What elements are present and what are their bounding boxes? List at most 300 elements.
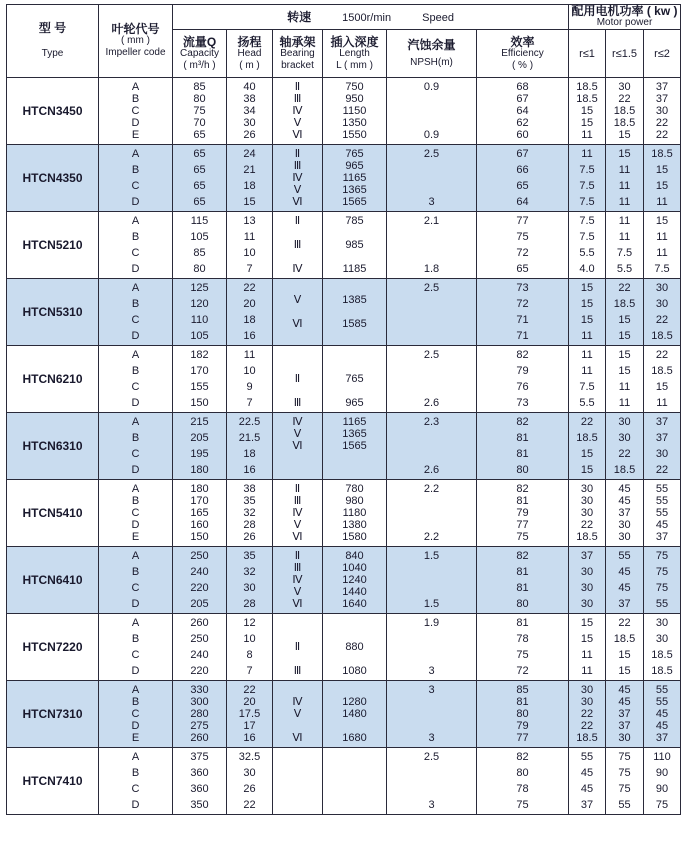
r1-value: 18.5 [576,93,598,105]
capacity-value: 80 [193,263,206,275]
efficiency-header [477,30,569,78]
eff-cell [477,212,569,279]
length-value: 1165 [342,416,367,428]
capacity-value: 65 [193,196,206,208]
r15-cell [606,212,644,279]
r15-value: 30 [618,732,631,744]
speed-header [173,5,569,30]
eff-value: 68 [516,81,529,93]
bracket-value [275,751,320,763]
r1-cell [569,748,606,815]
codes-value: C [131,448,140,460]
bracket-value [275,799,320,811]
capacity-header-en: Capacity [180,47,219,59]
length-value: 1565 [342,196,367,208]
r2-value: 37 [655,416,669,428]
r15-value: 15 [618,365,631,377]
model-cell: HTCN6210 [7,346,99,413]
head-value: 12 [243,617,256,629]
capacity-value: 182 [190,349,209,361]
r15-value: 15 [618,665,631,677]
head-value: 18 [243,314,256,326]
length-value: 1380 [342,519,367,531]
length-value [325,452,384,464]
r1-value: 15 [580,314,594,326]
head-value: 11 [243,231,256,243]
capacity-value: 205 [190,598,209,610]
npsh-cell [387,681,477,748]
r2-cell [644,78,681,145]
npsh-cell [387,212,477,279]
bracket-value: Ⅱ [294,641,301,653]
bracket-value [275,349,320,361]
eff-value: 81 [516,448,529,460]
r1-value: 30 [580,495,594,507]
head-value: 20 [243,298,256,310]
bracket-value: Ⅲ [293,562,302,574]
codes-value: A [131,684,140,696]
codes-value: E [131,732,140,744]
eff-value: 75 [516,649,529,661]
codes-value: B [131,93,140,105]
npsh-value: 2.6 [423,397,440,409]
npsh-cell [387,480,477,547]
r2-value: 15 [655,381,669,393]
capacity-value: 105 [190,330,209,342]
r2-value: 55 [655,507,669,519]
npsh-value: 3 [428,732,435,744]
head-value: 22 [243,282,256,294]
motor-power-header-en: Motor power [596,17,653,28]
npsh-cell [387,346,477,413]
capacity-header [173,30,227,78]
r15-value: 22 [618,282,631,294]
capacity-cell [173,547,227,614]
length-value: 1480 [342,708,367,720]
r2-value: 11 [656,196,668,208]
head-cell [227,413,273,480]
length-value [325,361,384,373]
table-row [7,346,681,413]
type-header-en: Type [41,48,64,59]
r1-value: 30 [580,684,594,696]
length-value: 840 [345,550,364,562]
codes-value: A [131,550,140,562]
length-value: 985 [345,239,364,251]
r1-value: 7.5 [579,381,595,393]
r2-value: 37 [655,81,669,93]
r15-value: 11 [618,180,631,192]
r1-value: 15 [580,633,594,645]
head-value: 21.5 [238,432,261,444]
bracket-value [275,306,320,318]
bracket-value: Ⅵ [292,318,303,330]
r15-cell [606,145,644,212]
r15-value: 11 [618,215,631,227]
r1-value: 11 [581,129,593,141]
r2-value: 11 [656,231,668,243]
r2-value: 55 [655,696,669,708]
head-value: 10 [243,247,256,259]
npsh-value [389,708,474,720]
bracket-cell [273,413,323,480]
r1-value: 7.5 [579,164,595,176]
codes-value: D [131,665,140,677]
bracket-value: Ⅵ [292,440,303,452]
capacity-value: 330 [190,684,209,696]
npsh-cell [387,748,477,815]
r2-value: 18.5 [651,365,673,377]
eff-value: 77 [516,215,529,227]
r1-cell [569,212,606,279]
r1-value: 5.5 [579,247,595,259]
eff-value: 60 [516,129,529,141]
eff-value: 76 [516,381,529,393]
r15-cell [606,614,644,681]
codes-value: E [131,531,140,543]
length-value: 1150 [342,105,367,117]
length-value [325,330,384,342]
capacity-header-unit: ( m³/h ) [183,59,216,71]
r1-value: 5.5 [579,397,595,409]
r15-value: 18.5 [613,633,636,645]
npsh-value [389,767,474,779]
length-value [325,775,384,787]
eff-value: 81 [516,495,529,507]
head-value: 24 [243,148,256,160]
length-header [323,30,387,78]
codes-value: C [131,180,140,192]
impeller-header-zh: 叶轮代号 [111,22,160,36]
eff-value: 75 [516,799,529,811]
head-value: 11 [243,349,256,361]
eff-cell [477,78,569,145]
bracket-value: Ⅵ [292,732,303,744]
capacity-value: 205 [190,432,209,444]
bracket-cell [273,748,323,815]
head-value: 32.5 [238,751,261,763]
head-value: 26 [243,783,256,795]
npsh-value [389,432,474,444]
bracket-value [275,787,320,799]
length-value [325,629,384,641]
eff-value: 62 [516,117,529,129]
r1-value: 11 [581,365,593,377]
r2-value: 18.5 [651,148,673,160]
capacity-value: 120 [190,298,209,310]
length-cell [323,614,387,681]
r1-value: 30 [580,483,594,495]
r2-value: 18.5 [651,665,673,677]
eff-cell [477,346,569,413]
r1-value: 45 [580,783,594,795]
codes-value: B [131,495,140,507]
efficiency-header-zh: 效率 [510,34,535,49]
capacity-value: 150 [190,531,209,543]
head-value: 28 [243,598,256,610]
bracket-value [275,452,320,464]
r2-value: 15 [655,180,669,192]
r1-cell [569,346,606,413]
head-value: 34 [243,105,256,117]
codes-value: A [131,148,140,160]
bracket-value: Ⅳ [292,172,303,184]
r1-value: 11 [581,148,593,160]
npsh-value [389,519,474,531]
eff-value: 65 [516,263,529,275]
npsh-value: 2.5 [423,148,440,160]
r2-value: 90 [655,783,669,795]
length-value: 1580 [342,531,367,543]
r1-cell [569,480,606,547]
codes-cell [99,78,173,145]
npsh-value: 1.8 [423,263,440,275]
capacity-cell [173,480,227,547]
r15-value: 30 [618,432,631,444]
bracket-value [275,775,320,787]
eff-value: 72 [516,298,529,310]
r15-value: 45 [618,483,631,495]
model-cell: HTCN7310 [7,681,99,748]
head-value: 10 [243,365,256,377]
head-value: 17 [243,720,256,732]
capacity-value: 215 [190,416,209,428]
bracket-header [273,30,323,78]
length-header-unit: L ( mm ) [336,59,373,71]
npsh-cell [387,145,477,212]
motor-power-header [569,5,681,30]
codes-value: D [131,519,140,531]
r2-value: 37 [655,93,669,105]
power-r15-header: r≤1.5 [606,30,644,78]
capacity-value: 165 [190,507,209,519]
capacity-value: 65 [193,180,206,192]
model-cell: HTCN5310 [7,279,99,346]
codes-cell [99,681,173,748]
codes-value: A [131,215,140,227]
length-value [325,306,384,318]
r2-value: 22 [655,464,669,476]
npsh-cell [387,279,477,346]
model-cell: HTCN7410 [7,748,99,815]
eff-value: 67 [516,93,529,105]
npsh-value: 2.3 [423,416,440,428]
bracket-value [275,251,320,263]
head-cell [227,748,273,815]
length-value [325,720,384,732]
r2-value: 75 [655,582,669,594]
r1-value: 4.0 [579,263,595,275]
codes-cell [99,614,173,681]
type-header-zh: 型 号 [38,21,67,35]
r1-cell [569,145,606,212]
head-header [227,30,273,78]
r2-value: 55 [655,684,669,696]
length-value [325,787,384,799]
codes-value: D [131,464,140,476]
r1-value: 11 [581,665,593,677]
head-cell [227,212,273,279]
r2-value: 30 [655,298,669,310]
codes-cell [99,346,173,413]
r2-cell [644,480,681,547]
codes-value: C [131,507,140,519]
head-value: 8 [246,649,253,661]
r2-value: 11 [656,397,668,409]
codes-value: D [131,196,140,208]
length-cell [323,480,387,547]
bracket-value: Ⅳ [292,263,303,275]
bracket-value: Ⅲ [293,665,302,677]
head-value: 28 [243,519,256,531]
npsh-value [389,105,474,117]
length-value [325,653,384,665]
length-value [325,227,384,239]
npsh-value [389,649,474,661]
length-value: 750 [345,81,364,93]
capacity-value: 70 [193,117,206,129]
npsh-value [389,164,474,176]
eff-value: 79 [516,507,529,519]
r1-value: 22 [580,708,594,720]
bracket-value: Ⅴ [293,184,302,196]
codes-value: B [131,231,140,243]
length-value: 965 [345,397,364,409]
table-body [7,78,681,815]
length-value: 1585 [342,318,367,330]
length-value: 765 [345,148,364,160]
bracket-value: Ⅳ [292,416,303,428]
model-cell: HTCN5410 [7,480,99,547]
r2-value: 37 [655,432,669,444]
bracket-value: Ⅲ [293,495,302,507]
r15-value: 55 [618,550,631,562]
r1-value: 30 [580,582,594,594]
eff-value: 65 [516,180,529,192]
bracket-header-en2: bracket [281,59,314,71]
r15-value: 45 [618,495,631,507]
codes-value: B [131,767,140,779]
head-value: 7 [246,397,253,409]
r1-value: 7.5 [579,196,595,208]
r15-value: 22 [618,617,631,629]
npsh-value [389,566,474,578]
codes-value: D [131,598,140,610]
table-row [7,748,681,815]
head-header-en: Head [237,47,262,59]
codes-value: C [131,105,140,117]
r2-cell [644,748,681,815]
length-value: 1280 [342,696,367,708]
capacity-value: 250 [190,633,209,645]
r1-value: 18.5 [576,531,598,543]
r15-value: 11 [618,196,631,208]
head-cell [227,547,273,614]
npsh-cell [387,413,477,480]
length-cell [323,212,387,279]
eff-cell [477,748,569,815]
r1-cell [569,78,606,145]
bracket-value [275,684,320,696]
r1-value: 7.5 [579,180,595,192]
r15-cell [606,748,644,815]
r15-value: 30 [618,416,631,428]
capacity-value: 65 [193,164,206,176]
r15-value: 18.5 [613,298,636,310]
length-header-zh: 插入深度 [330,34,379,49]
r15-value: 45 [618,696,631,708]
head-value: 22 [243,684,256,696]
codes-value: D [131,799,140,811]
bracket-value [275,464,320,476]
bracket-value [275,282,320,294]
eff-cell [477,681,569,748]
capacity-value: 150 [190,397,209,409]
model-cell: HTCN4350 [7,145,99,212]
bracket-value: Ⅴ [293,294,302,306]
bracket-value [275,617,320,629]
r2-value: 75 [655,799,669,811]
codes-value: B [131,298,140,310]
bracket-value: Ⅱ [294,550,301,562]
bracket-header-zh: 轴承架 [279,34,316,49]
npsh-value [389,314,474,326]
capacity-cell [173,614,227,681]
r2-value: 30 [655,448,669,460]
r15-value: 45 [618,582,631,594]
r2-value: 22 [655,349,669,361]
r15-value: 11 [618,164,631,176]
head-header-zh: 扬程 [237,34,262,49]
r15-value: 18.5 [613,117,636,129]
capacity-value: 240 [190,566,209,578]
r1-value: 15 [580,448,594,460]
npsh-value [389,495,474,507]
codes-value: B [131,696,140,708]
eff-value: 73 [516,282,529,294]
bracket-cell [273,681,323,748]
head-value: 20 [243,696,256,708]
length-value: 1565 [342,440,367,452]
npsh-value [389,720,474,732]
length-value: 1440 [342,586,367,598]
model-cell: HTCN7220 [7,614,99,681]
bracket-value: Ⅵ [292,129,303,141]
npsh-value: 2.1 [423,215,440,227]
head-cell [227,145,273,212]
head-value: 18 [243,448,256,460]
model-cell: HTCN6310 [7,413,99,480]
head-value: 26 [243,531,256,543]
capacity-value: 195 [190,448,209,460]
eff-value: 71 [516,330,529,342]
codes-value: B [131,633,140,645]
head-cell [227,480,273,547]
bracket-cell [273,614,323,681]
head-value: 30 [243,117,256,129]
r15-value: 45 [618,684,631,696]
capacity-cell [173,681,227,748]
r1-value: 11 [581,330,593,342]
capacity-cell [173,748,227,815]
npsh-value [389,231,474,243]
codes-value: A [131,617,140,629]
bracket-value: Ⅳ [292,696,303,708]
eff-value: 77 [516,519,529,531]
r2-value: 30 [655,282,669,294]
capacity-value: 155 [190,381,209,393]
capacity-value: 160 [190,519,209,531]
